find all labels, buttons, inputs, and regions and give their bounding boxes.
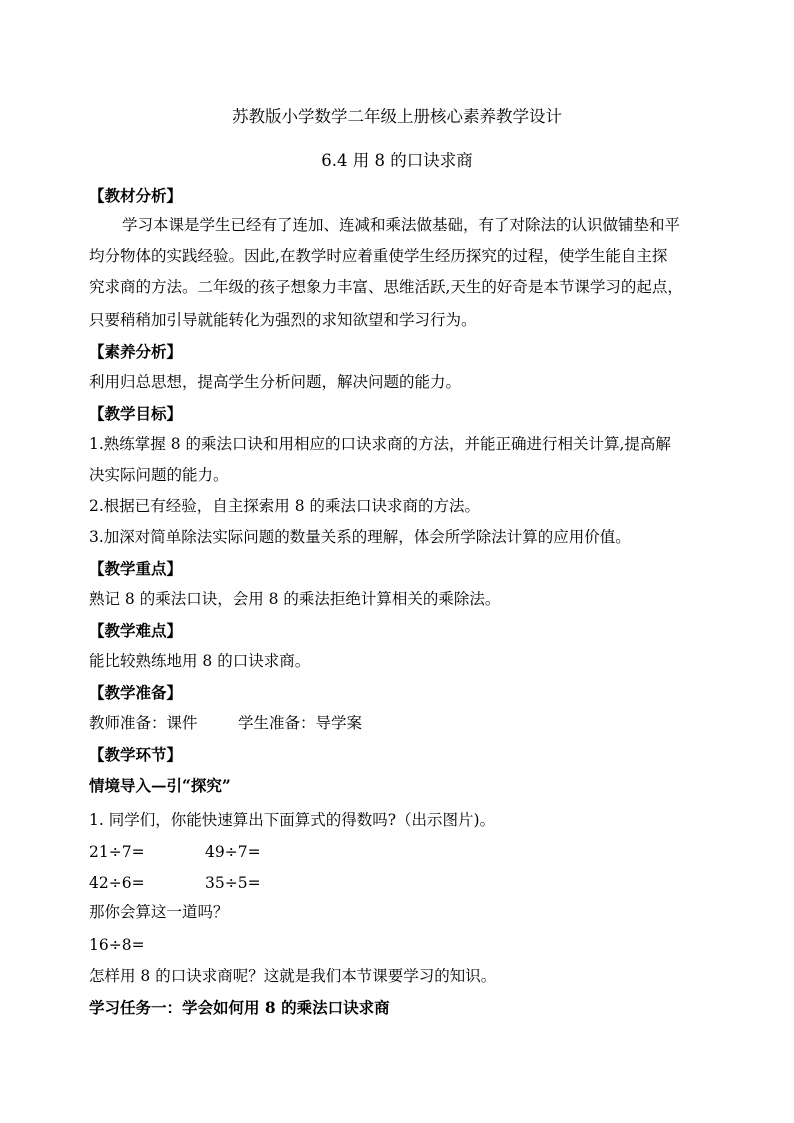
goal-line-3: 2.根据已有经验，自主探索用 8 的乘法口诀求商的方法。 [89, 497, 481, 515]
ask-line: 那你会算这一道吗？ [89, 903, 229, 921]
goals-heading: 【教学目标】 [89, 404, 183, 423]
difficulty-heading: 【教学难点】 [89, 621, 183, 640]
analysis-line-1: 学习本课是学生已经有了连加、连减和乘法做基础，有了对除法的认识做铺垫和平 [122, 216, 681, 234]
how-line: 怎样用 8 的口诀求商呢？这就是我们本节课要学习的知识。 [89, 967, 497, 985]
equation-3: 42÷6= [89, 874, 145, 892]
task1-heading: 学习任务一：学会如何用 8 的乘法口诀求商 [89, 998, 390, 1017]
equation-1: 21÷7= [89, 843, 145, 861]
key-text: 熟记 8 的乘法口诀，会用 8 的乘法拒绝计算相关的乘除法。 [89, 590, 501, 608]
process-heading: 【教学环节】 [89, 745, 183, 764]
literacy-text: 利用归总思想，提高学生分析问题，解决问题的能力。 [89, 373, 462, 391]
goal-line-4: 3.加深对简单除法实际问题的数量关系的理解，体会所学除法计算的应用价值。 [89, 528, 631, 546]
analysis-line-3: 究求商的方法。二年级的孩子想象力丰富、思维活跃,天生的好奇是本节课学习的起点， [89, 278, 683, 296]
goal-line-1: 1.熟练掌握 8 的乘法口诀和用相应的口诀求商的方法，并能正确进行相关计算,提高解 [89, 435, 671, 453]
analysis-heading: 【教材分析】 [89, 186, 183, 205]
equation-2: 49÷7= [205, 843, 261, 861]
analysis-line-4: 只要稍稍加引导就能转化为强烈的求知欲望和学习行为。 [89, 311, 477, 329]
document-title: 苏教版小学数学二年级上册核心素养教学设计 [232, 107, 562, 126]
prep-teacher: 教师准备：课件 [89, 714, 198, 732]
analysis-line-2: 均分物体的实践经验。因此,在教学时应着重使学生经历探究的过程，使学生能自主探 [89, 247, 668, 265]
intro-heading: 情境导入—引“探究” [89, 776, 231, 795]
key-heading: 【教学重点】 [89, 559, 183, 578]
difficulty-text: 能比较熟练地用 8 的口诀求商。 [89, 652, 311, 670]
equation-4: 35÷5= [205, 874, 261, 892]
goal-line-2: 决实际问题的能力。 [89, 466, 229, 484]
literacy-heading: 【素养分析】 [89, 342, 183, 361]
new-equation: 16÷8= [89, 936, 145, 954]
document-subtitle: 6.4 用 8 的口诀求商 [321, 151, 473, 170]
prep-student: 学生准备：导学案 [238, 714, 363, 732]
intro-question: 1. 同学们，你能快速算出下面算式的得数吗?（出示图片)。 [89, 811, 496, 829]
prep-heading: 【教学准备】 [89, 683, 183, 702]
